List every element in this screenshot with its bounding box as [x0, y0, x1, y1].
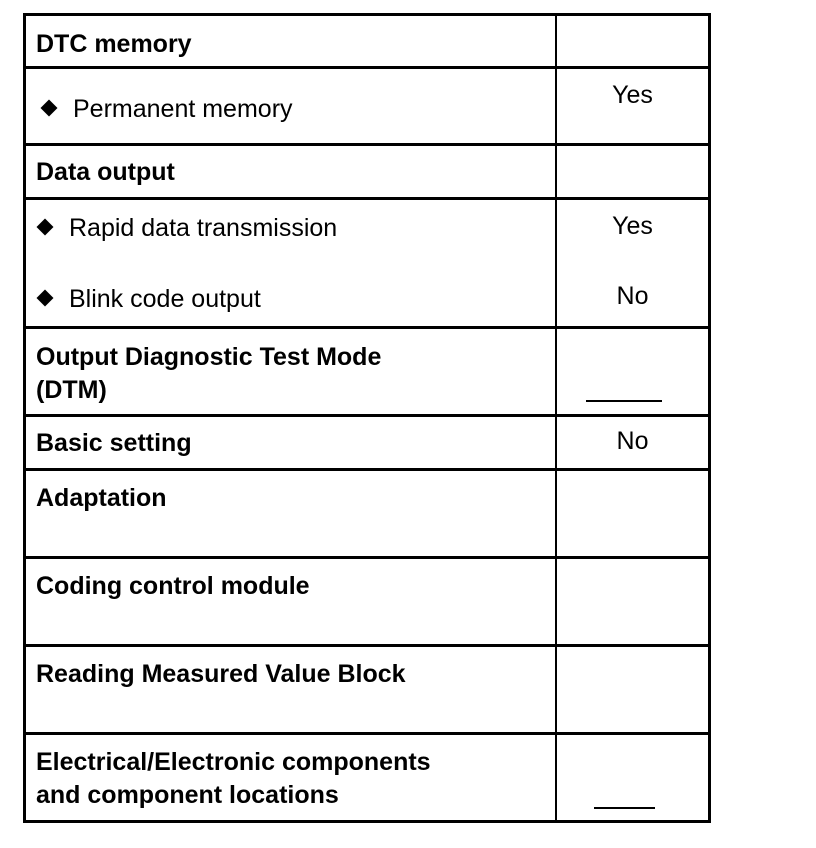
table-row	[23, 13, 711, 69]
row-heading: Output Diagnostic Test Mode	[36, 343, 382, 371]
bullet-item: Rapid data transmission	[39, 214, 337, 243]
blank-value-line	[586, 400, 662, 402]
blank-value-line	[594, 807, 655, 809]
row-heading: Data output	[36, 158, 175, 186]
diamond-bullet-icon	[37, 290, 54, 307]
table-row	[23, 200, 711, 329]
diamond-bullet-icon	[41, 100, 58, 117]
row-heading: Basic setting	[36, 429, 192, 457]
row-heading: Electrical/Electronic components	[36, 748, 431, 776]
table-row	[23, 647, 711, 735]
row-heading: DTC memory	[36, 30, 192, 58]
diamond-bullet-icon	[37, 219, 54, 236]
row-heading: Coding control module	[36, 572, 310, 600]
diagnostic-functions-table	[23, 13, 711, 823]
bullet-item: Blink code output	[39, 285, 261, 314]
row-heading: and component locations	[36, 781, 339, 809]
table-row	[23, 735, 711, 823]
row-value: No	[616, 282, 649, 310]
row-heading: Adaptation	[36, 484, 167, 512]
table-row	[23, 471, 711, 559]
table-row	[23, 417, 711, 471]
bullet-item: Permanent memory	[43, 95, 293, 124]
table-row	[23, 146, 711, 200]
row-value: No	[616, 427, 649, 455]
table-row	[23, 559, 711, 647]
table-row	[23, 329, 711, 417]
row-value: Yes	[612, 212, 653, 240]
row-heading: (DTM)	[36, 376, 107, 404]
row-heading: Reading Measured Value Block	[36, 660, 406, 688]
row-value: Yes	[612, 81, 653, 109]
table-row	[23, 69, 711, 146]
